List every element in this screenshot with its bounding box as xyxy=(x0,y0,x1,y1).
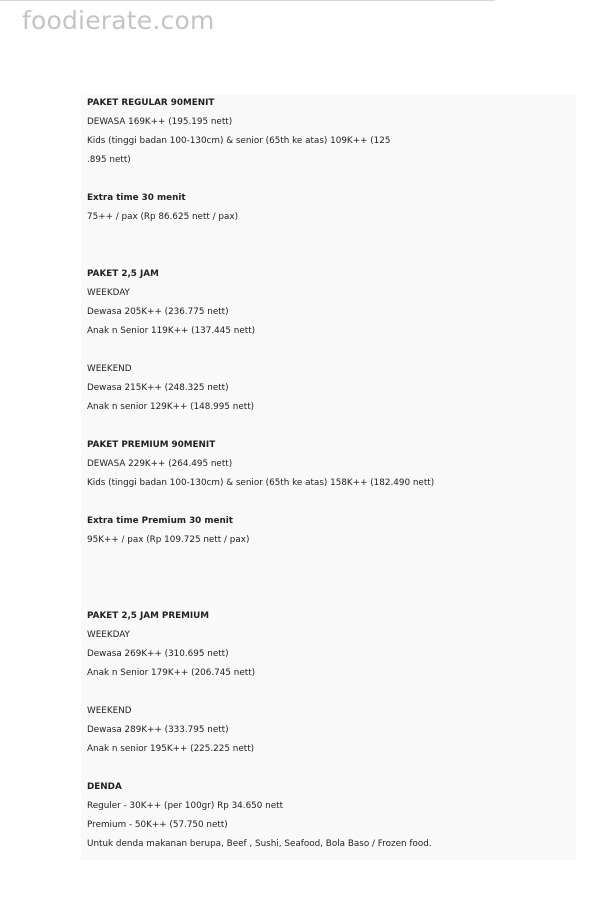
paket25-premium-weekend-label: WEEKEND xyxy=(87,706,132,716)
section-title-regular: PAKET REGULAR 90MENIT xyxy=(87,98,215,108)
paket25-premium-weekday-adult: Dewasa 269K++ (310.695 nett) xyxy=(87,649,229,659)
denda-line-note: Untuk denda makanan berupa, Beef , Sushi, Seafood, Bola Baso / Frozen food. xyxy=(87,839,432,849)
section-title-extra-premium: Extra time Premium 30 menit xyxy=(87,516,233,526)
extra-premium-line-price: 95K++ / pax (Rp 109.725 nett / pax) xyxy=(87,535,250,545)
paket25-weekday-adult: Dewasa 205K++ (236.775 nett) xyxy=(87,307,229,317)
section-title-extra: Extra time 30 menit xyxy=(87,193,186,203)
paket25-weekend-adult: Dewasa 215K++ (248.325 nett) xyxy=(87,383,229,393)
section-title-premium: PAKET PREMIUM 90MENIT xyxy=(87,440,216,450)
paket25-premium-weekday-label: WEEKDAY xyxy=(87,630,130,640)
extra-line-price: 75++ / pax (Rp 86.625 nett / pax) xyxy=(87,212,239,222)
paket25-premium-weekend-child: Anak n senior 195K++ (225.225 nett) xyxy=(87,744,255,754)
paket25-weekday-child: Anak n Senior 119K++ (137.445 nett) xyxy=(87,326,256,336)
regular-line-kids: Kids (tinggi badan 100-130cm) & senior (65th ke atas) 109K++ (125 xyxy=(87,136,391,146)
section-title-denda: DENDA xyxy=(87,782,122,792)
regular-line-adult: DEWASA 169K++ (195.195 nett) xyxy=(87,117,233,127)
premium-line-adult: DEWASA 229K++ (264.495 nett) xyxy=(87,459,233,469)
paket25-premium-weekday-child: Anak n Senior 179K++ (206.745 nett) xyxy=(87,668,256,678)
premium-line-kids: Kids (tinggi badan 100-130cm) & senior (65th ke atas) 158K++ (182.490 nett) xyxy=(87,478,435,488)
section-title-paket25: PAKET 2,5 JAM xyxy=(87,269,159,279)
paket25-premium-weekend-adult: Dewasa 289K++ (333.795 nett) xyxy=(87,725,229,735)
watermark: foodierate.com xyxy=(22,6,215,35)
paket25-weekend-child: Anak n senior 129K++ (148.995 nett) xyxy=(87,402,255,412)
section-title-paket25-premium: PAKET 2,5 JAM PREMIUM xyxy=(87,611,210,621)
paket25-weekend-label: WEEKEND xyxy=(87,364,132,374)
denda-line-premium: Premium - 50K++ (57.750 nett) xyxy=(87,820,228,830)
denda-line-regular: Reguler - 30K++ (per 100gr) Rp 34.650 nett xyxy=(87,801,284,811)
paket25-weekday-label: WEEKDAY xyxy=(87,288,130,298)
top-divider xyxy=(0,0,495,1)
regular-line-kids-cont: .895 nett) xyxy=(87,155,131,165)
price-list xyxy=(87,94,577,854)
